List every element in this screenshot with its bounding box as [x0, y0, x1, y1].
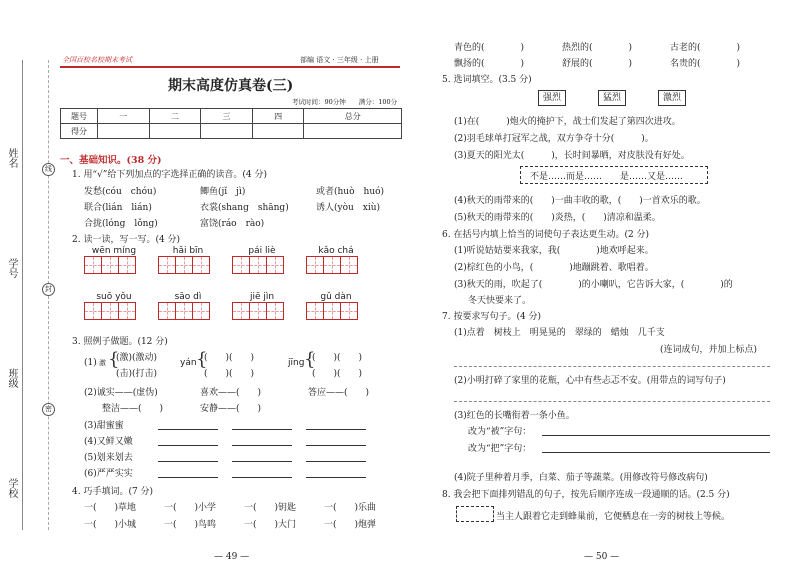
score-table: [60, 108, 402, 139]
side-label-number: 学号: [6, 258, 17, 278]
score-table-score-row: [61, 124, 402, 139]
q3-ex1-b: (击)(打击): [116, 369, 158, 379]
top-item[interactable]: 舒展的( ): [562, 59, 633, 69]
q3-ex1-char: 激: [99, 359, 106, 367]
side-line-1: [22, 60, 23, 530]
question-4: 4. 巧手填词。(7 分): [72, 487, 154, 497]
answer-line[interactable]: [542, 435, 770, 436]
writing-grid-group[interactable]: [232, 292, 292, 320]
q3-ex2: (2)诚实——(虚伪): [84, 388, 158, 398]
q4-item[interactable]: 一( )鸟鸣: [164, 520, 217, 530]
score-cell: 四: [252, 109, 304, 124]
score-cell: 二: [149, 109, 201, 124]
q3-ex2-item[interactable]: 答应——( ): [308, 388, 370, 398]
writing-grid[interactable]: [158, 256, 218, 274]
q4-item[interactable]: 一( )乐曲: [324, 503, 377, 513]
q1-item[interactable]: 衣裳(shang shāng): [200, 203, 289, 213]
score-cell: 题号: [61, 109, 98, 124]
score-cell: 得分: [61, 124, 98, 139]
question-6: 6. 在括号内填上恰当的词使句子表达更生动。(2 分): [442, 230, 650, 240]
question-7: 7. 按要求写句子。(4 分): [442, 312, 542, 322]
q3-blank[interactable]: ( )( ): [312, 369, 363, 379]
score-input-cell[interactable]: [252, 124, 304, 139]
writing-grid[interactable]: [232, 302, 292, 320]
header-rule: [60, 66, 400, 68]
score-cell: 三: [201, 109, 253, 124]
answer-line[interactable]: [158, 461, 218, 462]
answer-line[interactable]: [306, 461, 366, 462]
q7-3b-label: 改为“把”字句：: [468, 444, 532, 454]
answer-line[interactable]: [542, 452, 770, 453]
q5-item[interactable]: (5)秋天的雨带来的( )炎热，( )清凉和温柔。: [454, 213, 661, 223]
order-answer-box[interactable]: [456, 506, 494, 522]
q3-brace: {: [304, 349, 316, 370]
writing-grid-group[interactable]: [84, 292, 144, 320]
conjunction-text: 不是……而是…… 是……又是……: [530, 172, 684, 182]
q3-ex2-item[interactable]: 喜欢——( ): [200, 388, 262, 398]
score-input-cell[interactable]: [149, 124, 201, 139]
side-label-name: 姓名: [6, 148, 17, 168]
top-item[interactable]: 古老的( ): [670, 43, 741, 53]
exam-info: 考试时间：90分钟 满分：100分: [292, 98, 398, 106]
q1-item[interactable]: 发愁(cóu chóu): [84, 187, 157, 197]
grid-pinyin: sāo dì: [174, 292, 202, 302]
q8-sentence-1: 当主人跟着它走到蜂巢前，它便栖息在一旁的树枝上等候。: [496, 512, 731, 522]
q3-blank[interactable]: ( )( ): [204, 353, 255, 363]
score-table-header-row: [61, 109, 402, 124]
q3-ex2-item[interactable]: 整洁——( ): [102, 404, 164, 414]
score-input-cell[interactable]: [304, 124, 402, 139]
side-label-school: 学校: [6, 478, 17, 498]
top-item[interactable]: 名贵的( ): [670, 59, 741, 69]
page-number-right: — 50 —: [584, 552, 620, 562]
answer-line[interactable]: [454, 401, 770, 402]
q7-3: (3)红色的长嘴衔着一条小鱼。: [454, 411, 575, 421]
answer-line[interactable]: [158, 445, 218, 446]
answer-line[interactable]: [232, 429, 292, 430]
side-mark-seal: 封: [42, 283, 55, 296]
q3-yan-pinyin: yán: [180, 358, 197, 368]
score-cell: 总分: [304, 109, 402, 124]
q6-item[interactable]: (3)秋天的雨，吹起了( )的小喇叭，它告诉大家，( )的: [454, 280, 733, 290]
q6-item-cont: 冬天快要来了。: [468, 296, 532, 306]
q3-brace: {: [196, 349, 208, 370]
q4-item[interactable]: 一( )钥匙: [244, 503, 297, 513]
section-heading-basics: 一、基础知识。(38 分): [60, 155, 162, 166]
banner-text: 全国百校名校期末考试: [62, 56, 132, 64]
writing-grid-group[interactable]: [158, 246, 218, 274]
q3-item: (4)又鲜又嫩: [84, 437, 133, 447]
q3-ex1-a: (激)(激动): [116, 353, 158, 363]
q1-item[interactable]: 或者(huò huó): [316, 187, 385, 197]
question-3: 3. 照例子做题。(12 分): [72, 337, 168, 347]
side-mark-line: 线: [42, 163, 55, 176]
top-item[interactable]: 青色的( ): [454, 43, 525, 53]
q4-item[interactable]: 一( )草地: [84, 503, 137, 513]
edition-text: 部编 语文 · 三年级 · 上册: [300, 56, 379, 64]
q1-item[interactable]: 富饶(ráo rào): [200, 219, 265, 229]
question-5: 5. 选词填空。(3.5 分): [442, 75, 532, 85]
q3-jing-pinyin: jīng: [288, 358, 305, 368]
q7-1: (1)点着 树枝上 明晃晃的 翠绿的 蜡烛 几千支: [454, 328, 665, 338]
grid-pinyin: gǔ dàn: [320, 292, 352, 302]
q6-item[interactable]: (1)听说姑姑要来我家，我( )地欢呼起来。: [454, 246, 654, 256]
q5-item[interactable]: (1)在( )炮火的掩护下，战士们发起了第四次进攻。: [454, 117, 681, 127]
q1-item[interactable]: 联合(lián lián): [84, 203, 152, 213]
q4-item[interactable]: 一( )炮弹: [324, 520, 377, 530]
writing-grid[interactable]: [306, 256, 366, 274]
q3-ex1-label: (1): [84, 358, 97, 368]
answer-line[interactable]: [158, 477, 218, 478]
question-1: 1. 用“√”给下列加点的字选择正确的读音。(4 分): [72, 170, 267, 180]
grid-pinyin: kǎo chá: [318, 246, 354, 256]
answer-line[interactable]: [306, 429, 366, 430]
writing-grid-group[interactable]: [232, 246, 292, 274]
answer-line[interactable]: [306, 477, 366, 478]
answer-line[interactable]: [232, 445, 292, 446]
question-2: 2. 读一读，写一写。(4 分): [72, 235, 181, 245]
q1-item[interactable]: 诱人(yòu xiù): [316, 203, 381, 213]
writing-grid-group[interactable]: [158, 292, 218, 320]
q4-item[interactable]: 一( )大门: [244, 520, 297, 530]
grid-pinyin: hǎi bīn: [172, 246, 204, 256]
q1-item[interactable]: 鲫鱼(jǐ jì): [200, 187, 246, 197]
answer-line[interactable]: [232, 477, 292, 478]
q3-item: (3)甜蜜蜜: [84, 421, 124, 431]
q7-4: (4)院子里种着月季，白菜、茄子等蔬菜。(用修改符号修改病句): [454, 473, 708, 483]
q5-item[interactable]: (4)秋天的雨带来的( )一曲丰收的歌，( )一首欢乐的歌。: [454, 196, 706, 206]
q4-item[interactable]: 一( )小学: [164, 503, 217, 513]
writing-grid[interactable]: [232, 256, 292, 274]
answer-line[interactable]: [454, 366, 770, 367]
answer-line[interactable]: [232, 461, 292, 462]
q3-item: (6)严严实实: [84, 469, 133, 479]
q4-item[interactable]: 一( )小城: [84, 520, 137, 530]
q7-2: (2)小明打碎了家里的花瓶，心中有些忐忑不安。(用带点的词写句子): [454, 376, 726, 386]
word-box: 强烈: [538, 90, 566, 106]
word-box: 激烈: [658, 90, 686, 106]
q7-3a-label: 改为“被”字句：: [468, 427, 532, 437]
q5-item[interactable]: (2)羽毛球单打冠军之战，双方争夺十分( )。: [454, 134, 654, 144]
grid-pinyin: jiē jìn: [249, 292, 275, 302]
writing-grid[interactable]: [84, 256, 144, 274]
q7-1-note: (连词成句，并加上标点): [660, 345, 758, 355]
q3-ex2-item[interactable]: 安静——( ): [200, 404, 262, 414]
q3-brace: {: [108, 349, 120, 370]
answer-line[interactable]: [158, 429, 218, 430]
side-mark-secret: 密: [42, 403, 55, 416]
question-8: 8. 我会把下面排列错乱的句子，按先后顺序连成一段通顺的话。(2.5 分): [442, 490, 730, 500]
q3-blank[interactable]: ( )( ): [312, 353, 363, 363]
writing-grid-group[interactable]: [84, 246, 144, 274]
top-item[interactable]: 飘扬的( ): [454, 59, 525, 69]
q1-item[interactable]: 合拢(lóng lǒng): [84, 219, 158, 229]
exam-title: 期末高度仿真卷(三): [168, 78, 294, 94]
score-input-cell[interactable]: [201, 124, 253, 139]
score-input-cell[interactable]: [98, 124, 150, 139]
grid-pinyin: suō yǒu: [96, 292, 132, 302]
writing-grid-group[interactable]: [306, 292, 366, 320]
writing-grid[interactable]: [306, 302, 366, 320]
q3-blank[interactable]: ( )( ): [204, 369, 255, 379]
writing-grid-group[interactable]: [306, 246, 366, 274]
grid-pinyin: wēn míng: [91, 246, 137, 256]
grid-pinyin: pái liè: [248, 246, 276, 256]
writing-grid[interactable]: [158, 302, 218, 320]
word-box: 猛烈: [598, 90, 626, 106]
page-number-left: — 49 —: [214, 552, 250, 562]
writing-grid[interactable]: [84, 302, 144, 320]
top-item[interactable]: 热烈的( ): [562, 43, 633, 53]
q6-item[interactable]: (2)棕红色的小鸟，( )地蹦跳着、歌唱着。: [454, 263, 654, 273]
score-cell: 一: [98, 109, 150, 124]
side-label-class: 班级: [6, 368, 17, 388]
q5-item[interactable]: (3)夏天的阳光太( )，长时间暴晒，对皮肤没有好处。: [454, 151, 690, 161]
q3-item: (5)划来划去: [84, 453, 133, 463]
answer-line[interactable]: [306, 445, 366, 446]
